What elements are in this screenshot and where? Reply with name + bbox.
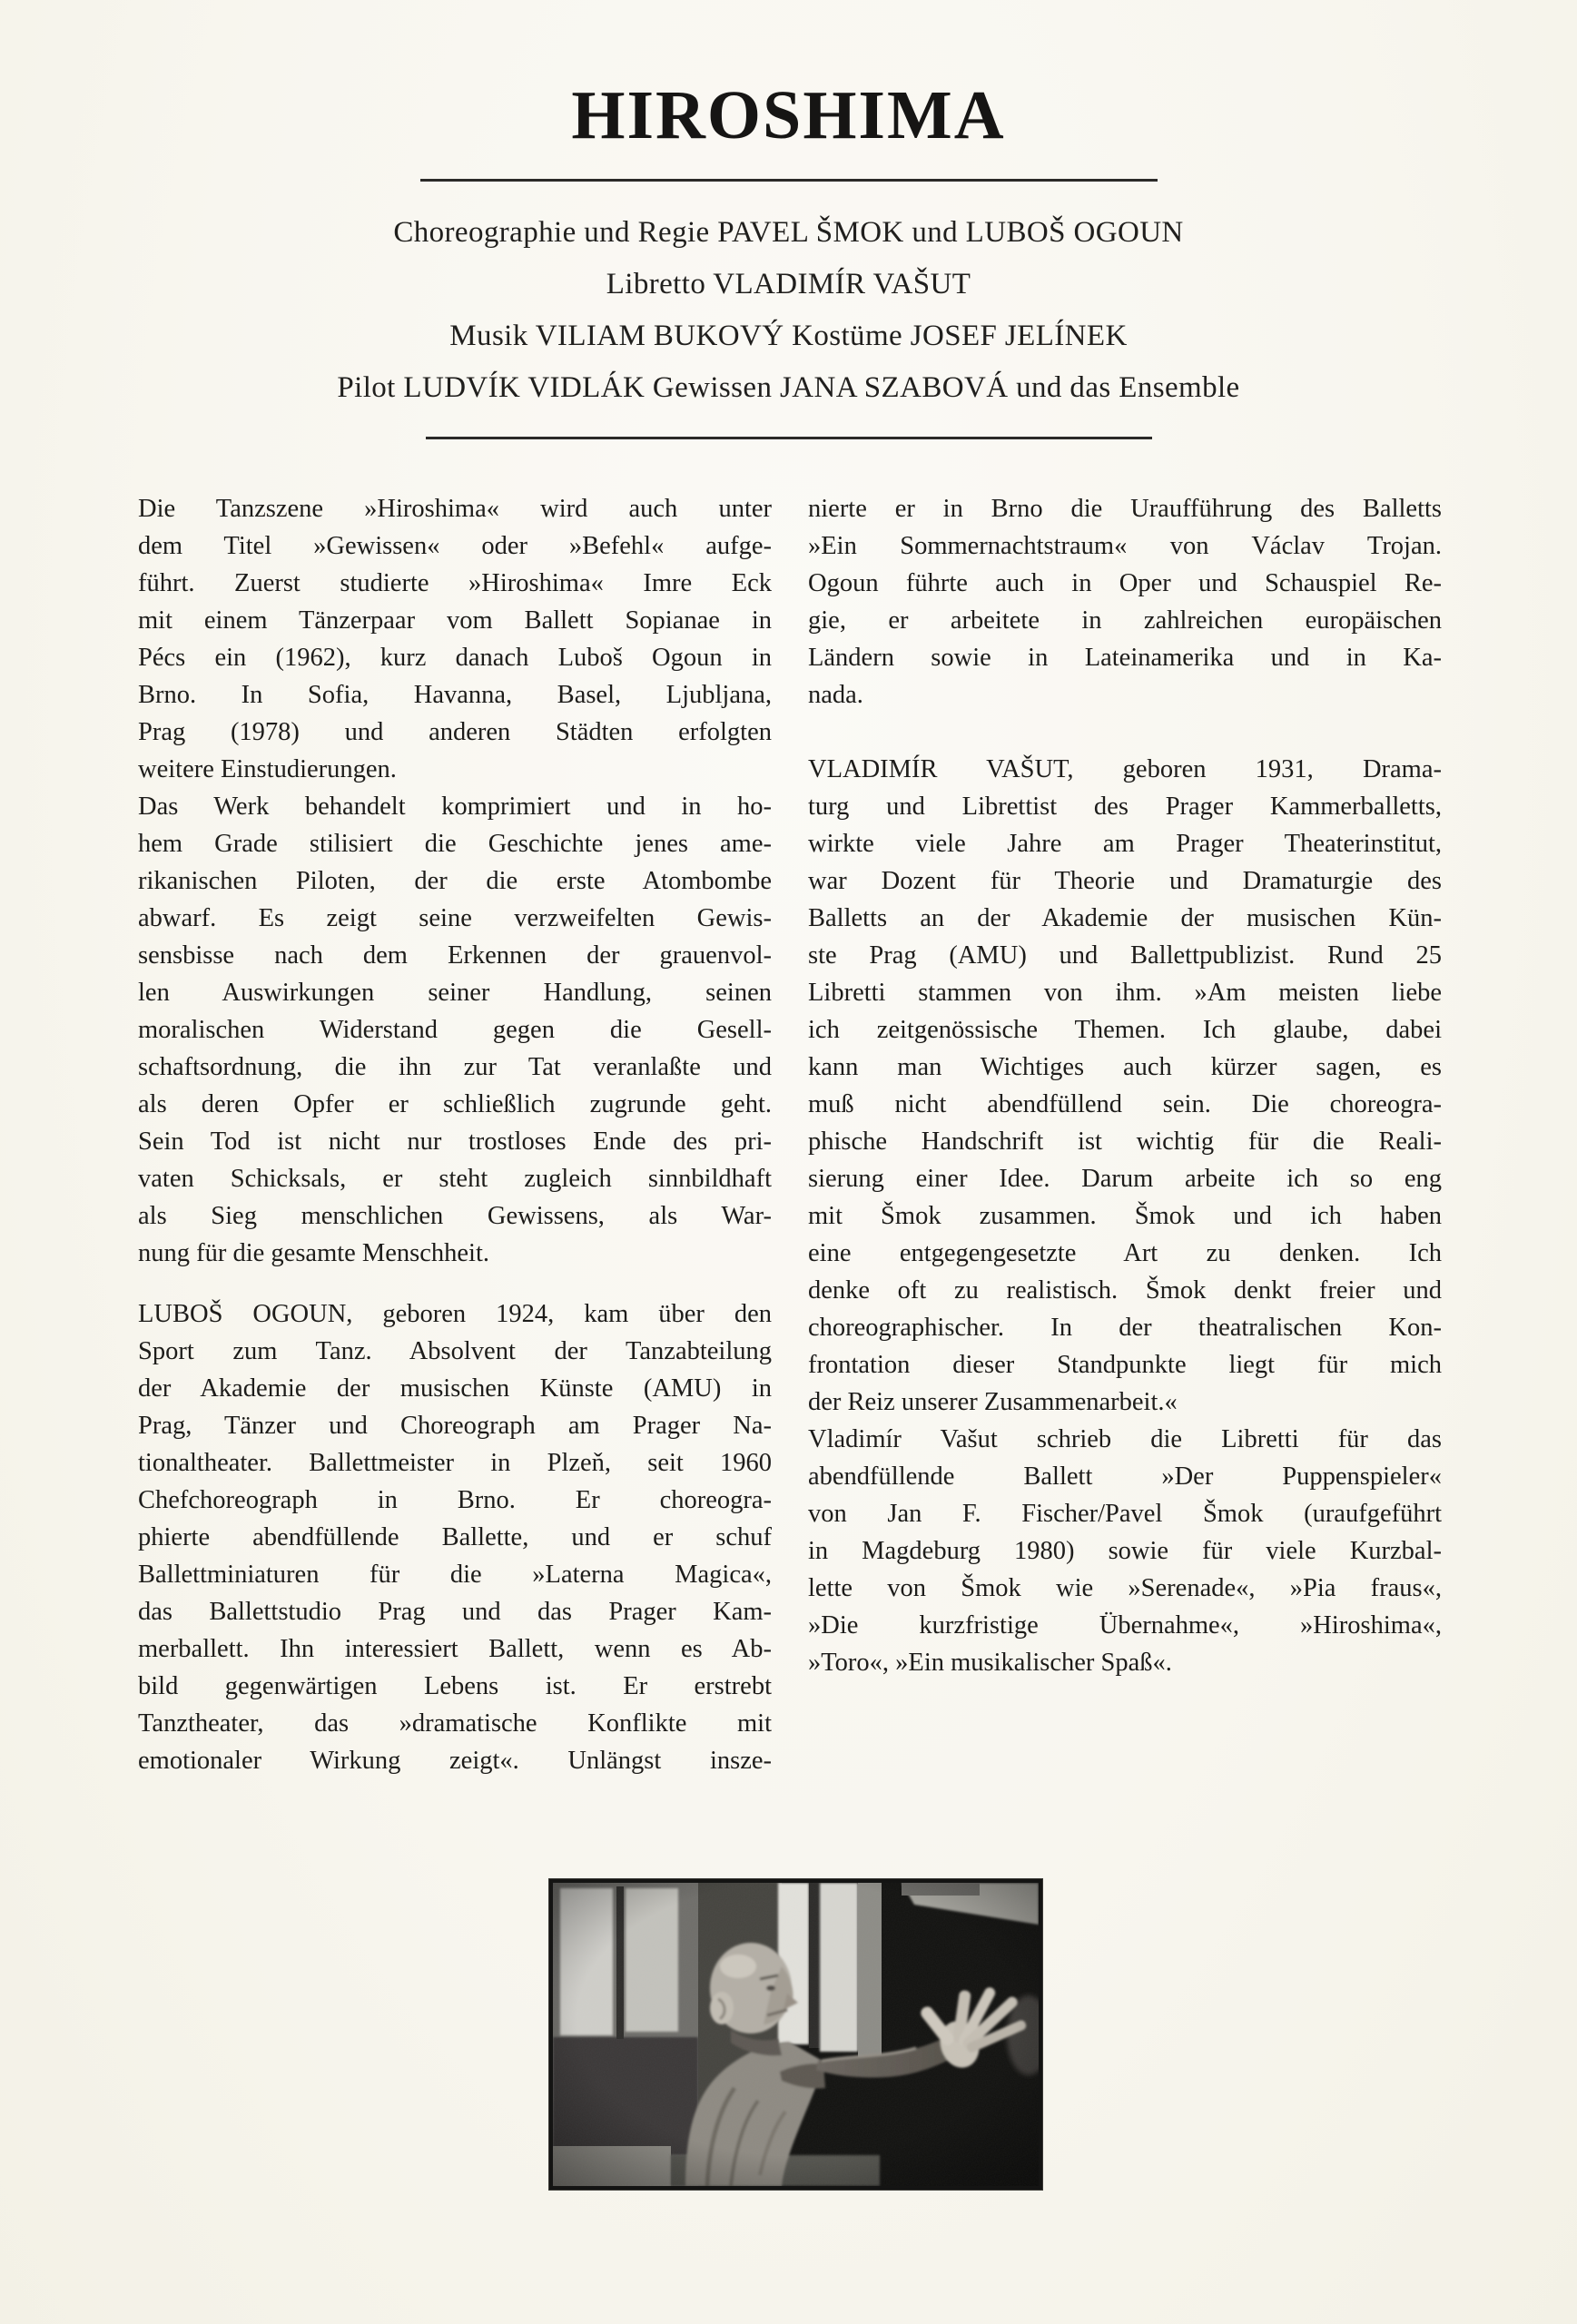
- text-line: phische Handschrift ist wichtig für die Reali-: [808, 1128, 1442, 1156]
- paragraph-ogoun-bio: [138, 1295, 772, 1779]
- text-line: sensbisse nach dem Erkennen der grauenvol-: [138, 941, 772, 970]
- text-line: »Ein Sommernachtstraum« von Václav Trojan.: [808, 532, 1442, 560]
- right-column: [808, 490, 1442, 1681]
- text-line: Ländern sowie in Lateinamerika und in Ka-: [808, 644, 1442, 672]
- text-line: Tanztheater, das »dramatische Konflikte mit: [138, 1709, 772, 1738]
- text-line: der Akademie der musischen Künste (AMU) in: [138, 1374, 772, 1403]
- text-line: abendfüllende Ballett »Der Puppenspieler«: [808, 1462, 1442, 1491]
- divider-rule-bottom: [426, 437, 1152, 439]
- text-line: LUBOŠ OGOUN, geboren 1924, kam über den: [138, 1300, 772, 1328]
- text-line: vaten Schicksals, er steht zugleich sinnbildhaft: [138, 1165, 772, 1193]
- paragraph-synopsis: [138, 788, 772, 1272]
- text-line: der Reiz unserer Zusammenarbeit.«: [808, 1388, 1178, 1416]
- text-line: wirkte viele Jahre am Prager Theaterinstitut,: [808, 830, 1442, 858]
- text-line: Die Tanzszene »Hiroshima« wird auch unter: [138, 495, 772, 523]
- text-line: merballett. Ihn interessiert Ballett, wenn es Ab-: [138, 1635, 772, 1663]
- text-line: eine entgegengesetzte Art zu denken. Ich: [808, 1239, 1442, 1267]
- credit-line: Musik VILIAM BUKOVÝ Kostüme JOSEF JELÍNEK: [449, 320, 1128, 352]
- text-line: Ballettminiaturen für die »Laterna Magica«,: [138, 1561, 772, 1589]
- text-line: nada.: [808, 681, 863, 709]
- text-line: Sein Tod ist nicht nur trostloses Ende des pri-: [138, 1128, 772, 1156]
- text-line: muß nicht abendfüllend sein. Die choreogra-: [808, 1090, 1442, 1118]
- text-line: phierte abendfüllende Ballette, und er schuf: [138, 1523, 772, 1551]
- text-line: ich zeitgenössische Themen. Ich glaube, dabei: [808, 1016, 1442, 1044]
- paragraph-intro: [138, 490, 772, 788]
- text-line: kann man Wichtiges auch kürzer sagen, es: [808, 1053, 1442, 1081]
- photo-grain: [553, 1883, 1039, 2186]
- text-line: als Sieg menschlichen Gewissens, als War-: [138, 1202, 772, 1230]
- text-line: Pécs ein (1962), kurz danach Luboš Ogoun in: [138, 644, 772, 672]
- paragraph-vasut-works: [808, 1421, 1442, 1681]
- text-line: Vladimír Vašut schrieb die Libretti für das: [808, 1425, 1442, 1453]
- text-line: Das Werk behandelt komprimiert und in ho-: [138, 793, 772, 821]
- page-title: HIROSHIMA: [571, 77, 1006, 153]
- text-line: turg und Librettist des Prager Kammerballetts,: [808, 793, 1442, 821]
- text-line: nung für die gesamte Menschheit.: [138, 1239, 490, 1267]
- credits-block: [0, 207, 1577, 414]
- text-line: weitere Einstudierungen.: [138, 755, 397, 783]
- text-line: ste Prag (AMU) und Ballettpublizist. Rund 25: [808, 941, 1442, 970]
- rehearsal-photo: [549, 1879, 1042, 2190]
- text-line: schaftsordnung, die ihn zur Tat veranlaßte und: [138, 1053, 772, 1081]
- text-line: len Auswirkungen seiner Handlung, seinen: [138, 979, 772, 1007]
- text-line: frontation dieser Standpunkte liegt für mich: [808, 1351, 1442, 1379]
- text-line: Ogoun führte auch in Oper und Schauspiel Re-: [808, 569, 1442, 597]
- text-line: in Magdeburg 1980) sowie für viele Kurzbal-: [808, 1537, 1442, 1565]
- divider-rule-top: [420, 179, 1158, 182]
- text-line: emotionaler Wirkung zeigt«. Unlängst insze-: [138, 1747, 772, 1775]
- text-line: nierte er in Brno die Uraufführung des Balletts: [808, 495, 1442, 523]
- text-line: choreographischer. In der theatralischen Kon-: [808, 1314, 1442, 1342]
- credit-line: Pilot LUDVÍK VIDLÁK Gewissen JANA SZABOVÁ und das Ensemble: [337, 371, 1240, 404]
- credit-line: Libretto VLADIMÍR VAŠUT: [606, 268, 971, 300]
- text-line: mit einem Tänzerpaar vom Ballett Sopianae in: [138, 606, 772, 635]
- text-line: bild gegenwärtigen Lebens ist. Er erstrebt: [138, 1672, 772, 1700]
- text-line: mit Šmok zusammen. Šmok und ich haben: [808, 1202, 1442, 1230]
- text-line: »Die kurzfristige Übernahme«, »Hiroshima«,: [808, 1611, 1442, 1640]
- photo-illustration: [553, 1883, 1039, 2186]
- text-line: »Toro«, »Ein musikalischer Spaß«.: [808, 1649, 1172, 1677]
- text-line: hem Grade stilisiert die Geschichte jenes ame-: [138, 830, 772, 858]
- text-line: abwarf. Es zeigt seine verzweifelten Gewis-: [138, 904, 772, 932]
- text-line: Sport zum Tanz. Absolvent der Tanzabteilung: [138, 1337, 772, 1365]
- text-line: VLADIMÍR VAŠUT, geboren 1931, Drama-: [808, 755, 1442, 783]
- text-line: gie, er arbeitete in zahlreichen europäischen: [808, 606, 1442, 635]
- text-line: von Jan F. Fischer/Pavel Šmok (uraufgeführt: [808, 1500, 1442, 1528]
- text-line: Libretti stammen von ihm. »Am meisten liebe: [808, 979, 1442, 1007]
- text-line: lette von Šmok wie »Serenade«, »Pia fraus«,: [808, 1574, 1442, 1602]
- text-line: war Dozent für Theorie und Dramaturgie des: [808, 867, 1442, 895]
- text-line: Prag, Tänzer und Choreograph am Prager Na-: [138, 1412, 772, 1440]
- text-line: moralischen Widerstand gegen die Gesell-: [138, 1016, 772, 1044]
- text-line: als deren Opfer er schließlich zugrunde geht.: [138, 1090, 772, 1118]
- credit-line: Choreographie und Regie PAVEL ŠMOK und LUBOŠ OGOUN: [393, 216, 1184, 249]
- text-line: das Ballettstudio Prag und das Prager Kam-: [138, 1598, 772, 1626]
- text-line: tionaltheater. Ballettmeister in Plzeň, seit 1960: [138, 1449, 772, 1477]
- text-line: führt. Zuerst studierte »Hiroshima« Imre Eck: [138, 569, 772, 597]
- paragraph-vasut-bio: [808, 751, 1442, 1421]
- text-line: Chefchoreograph in Brno. Er choreogra-: [138, 1486, 772, 1514]
- text-line: sierung einer Idee. Darum arbeite ich so eng: [808, 1165, 1442, 1193]
- text-line: Prag (1978) und anderen Städten erfolgten: [138, 718, 772, 746]
- text-line: Brno. In Sofia, Havanna, Basel, Ljubljana,: [138, 681, 772, 709]
- text-line: denke oft zu realistisch. Šmok denkt freier und: [808, 1276, 1442, 1305]
- text-line: rikanischen Piloten, der die erste Atombombe: [138, 867, 772, 895]
- text-line: dem Titel »Gewissen« oder »Befehl« aufge-: [138, 532, 772, 560]
- left-column: [138, 490, 772, 1779]
- text-line: Balletts an der Akademie der musischen Kün-: [808, 904, 1442, 932]
- paragraph-ogoun-bio-continued: [808, 490, 1442, 714]
